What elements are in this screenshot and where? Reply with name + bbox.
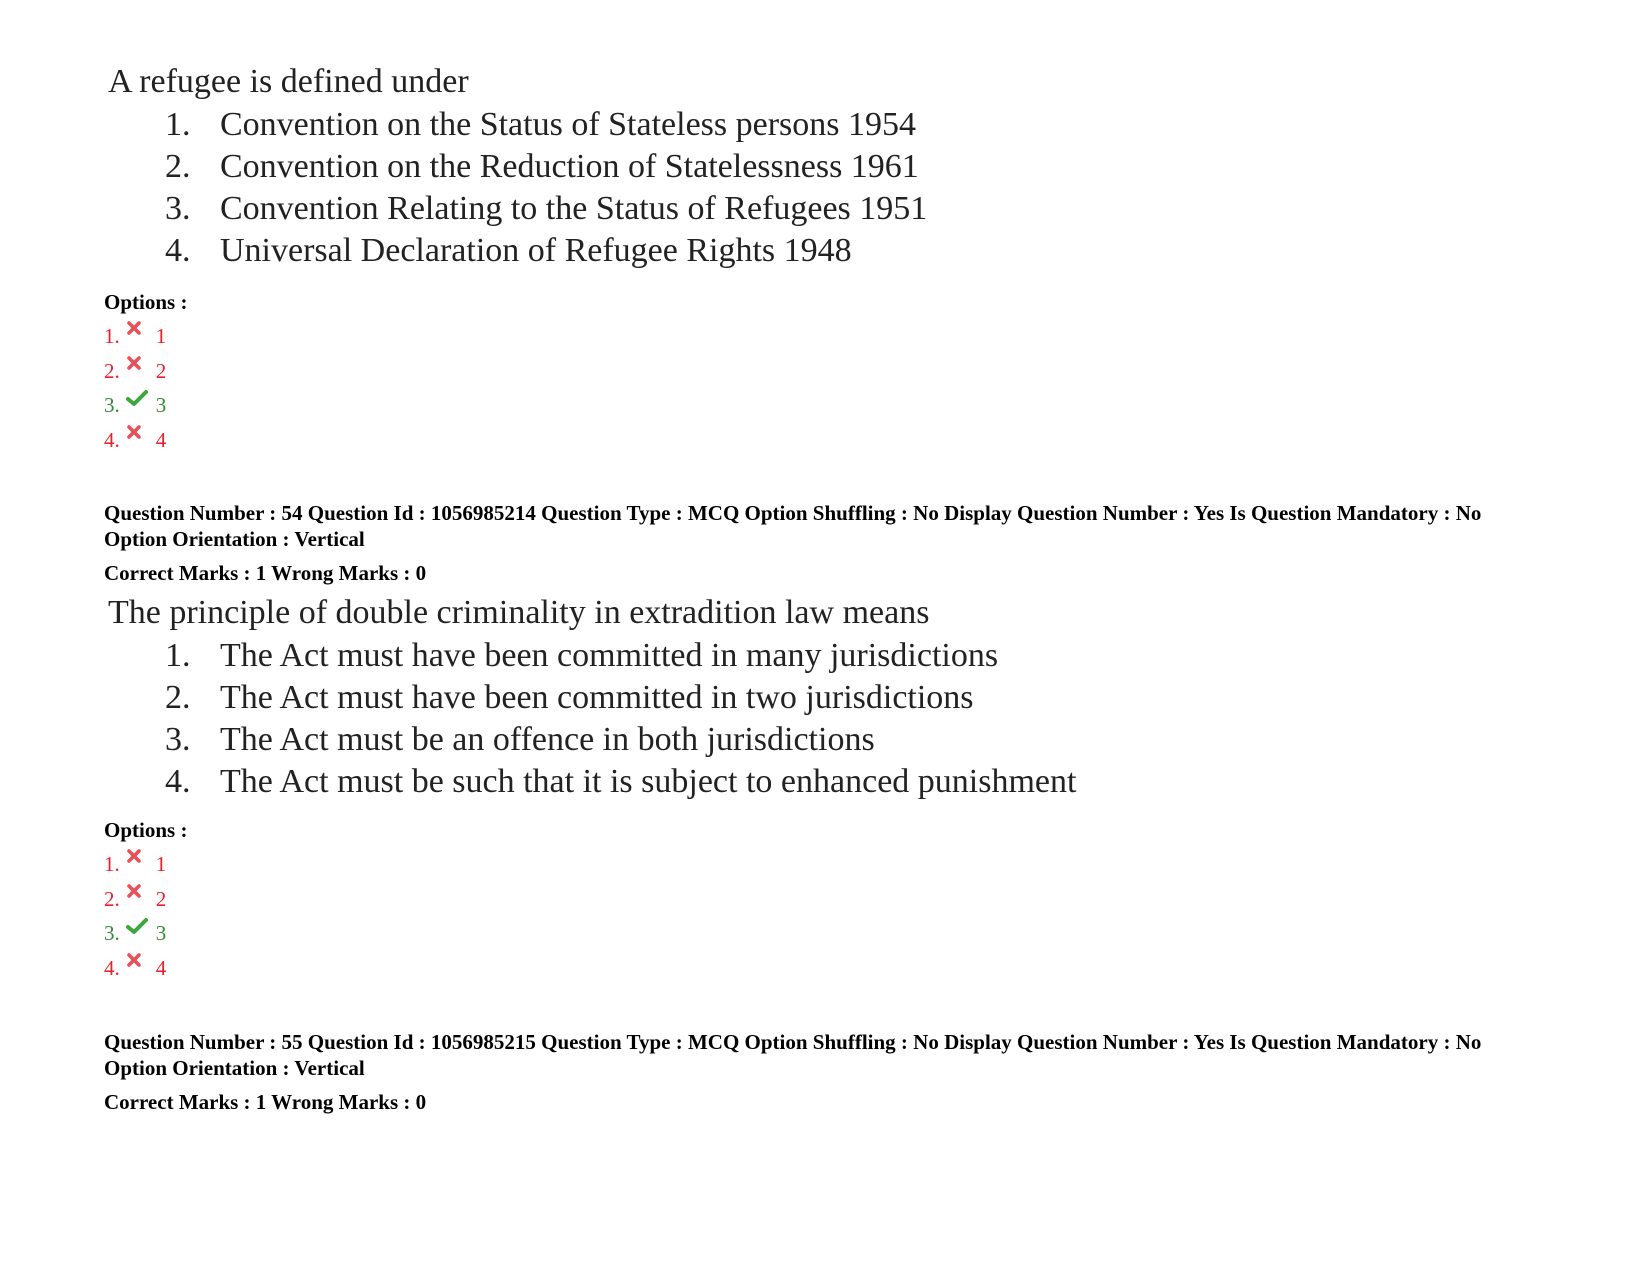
option-value: 2 bbox=[155, 358, 167, 383]
check-icon bbox=[126, 389, 148, 411]
option-value: 1 bbox=[155, 852, 167, 876]
option-value: 3 bbox=[155, 921, 167, 945]
option-number: 2. bbox=[104, 886, 120, 911]
choice-text: The Act must be an offence in both jurisdictions bbox=[220, 721, 875, 758]
cross-icon bbox=[126, 952, 148, 974]
option-item bbox=[104, 951, 166, 986]
option-value: 4 bbox=[155, 427, 167, 452]
question-stem: The principle of double criminality in extradition law means bbox=[108, 594, 930, 631]
question-54-meta: Question Number : 54 Question Id : 1056985214 Question Type : MCQ Option Shuffling : No Display Question Number : Yes Is Question Mandatory : No Option Orientation : Vertical bbox=[104, 501, 1482, 551]
options-list-q54 bbox=[104, 847, 166, 985]
choice-text: Convention on the Reduction of Statelessness 1961 bbox=[220, 148, 919, 185]
choice-text: The Act must have been committed in two jurisdictions bbox=[220, 679, 974, 716]
option-item bbox=[104, 319, 166, 354]
option-item bbox=[104, 423, 166, 458]
choice-text: Universal Declaration of Refugee Rights 1948 bbox=[220, 232, 852, 269]
choice-number: 1. bbox=[165, 106, 191, 143]
option-value: 2 bbox=[155, 886, 167, 911]
choice-item bbox=[108, 146, 927, 188]
check-icon bbox=[126, 917, 148, 939]
question-54-body bbox=[108, 593, 1076, 803]
choice-number: 2. bbox=[165, 679, 191, 716]
choice-text: The Act must be such that it is subject to enhanced punishment bbox=[220, 763, 1077, 800]
choice-number: 4. bbox=[165, 232, 191, 269]
option-number: 3. bbox=[104, 921, 120, 945]
option-value: 4 bbox=[155, 955, 167, 980]
question-choices bbox=[108, 104, 927, 272]
choice-number: 3. bbox=[165, 721, 191, 758]
choice-text: Convention Relating to the Status of Refugees 1951 bbox=[220, 190, 928, 227]
cross-icon bbox=[126, 883, 148, 905]
question-stem: A refugee is defined under bbox=[108, 63, 469, 100]
options-heading: Options : bbox=[104, 290, 188, 314]
cross-icon bbox=[126, 424, 148, 446]
question-55-marks: Correct Marks : 1 Wrong Marks : 0 bbox=[104, 1090, 427, 1114]
option-item bbox=[104, 388, 166, 423]
choice-item bbox=[108, 230, 927, 272]
question-choices bbox=[108, 635, 1076, 803]
option-item bbox=[104, 882, 166, 917]
option-item bbox=[104, 916, 166, 951]
choice-text: Convention on the Status of Stateless persons 1954 bbox=[220, 106, 917, 143]
choice-text: The Act must have been committed in many jurisdictions bbox=[220, 637, 999, 674]
options-heading: Options : bbox=[104, 818, 188, 842]
choice-number: 3. bbox=[165, 190, 191, 227]
option-number: 3. bbox=[104, 393, 120, 417]
option-number: 1. bbox=[104, 852, 120, 876]
choice-number: 4. bbox=[165, 763, 191, 800]
option-item bbox=[104, 354, 166, 389]
option-value: 3 bbox=[155, 393, 167, 417]
question-53-body bbox=[108, 62, 927, 272]
cross-icon bbox=[126, 848, 148, 870]
options-list-q53 bbox=[104, 319, 166, 457]
option-number: 2. bbox=[104, 358, 120, 383]
choice-number: 2. bbox=[165, 148, 191, 185]
option-number: 4. bbox=[104, 427, 120, 452]
choice-item bbox=[108, 719, 1076, 761]
cross-icon bbox=[126, 320, 148, 342]
option-number: 4. bbox=[104, 955, 120, 980]
choice-number: 1. bbox=[165, 637, 191, 674]
option-item bbox=[104, 847, 166, 882]
option-value: 1 bbox=[155, 324, 167, 348]
choice-item bbox=[108, 635, 1076, 677]
choice-item bbox=[108, 761, 1076, 803]
choice-item bbox=[108, 188, 927, 230]
question-55-meta: Question Number : 55 Question Id : 1056985215 Question Type : MCQ Option Shuffling : No Display Question Number : Yes Is Question Mandatory : No Option Orientation : Vertical bbox=[104, 1030, 1482, 1080]
choice-item bbox=[108, 677, 1076, 719]
cross-icon bbox=[126, 355, 148, 377]
option-number: 1. bbox=[104, 324, 120, 348]
question-54-marks: Correct Marks : 1 Wrong Marks : 0 bbox=[104, 561, 427, 585]
choice-item bbox=[108, 104, 927, 146]
